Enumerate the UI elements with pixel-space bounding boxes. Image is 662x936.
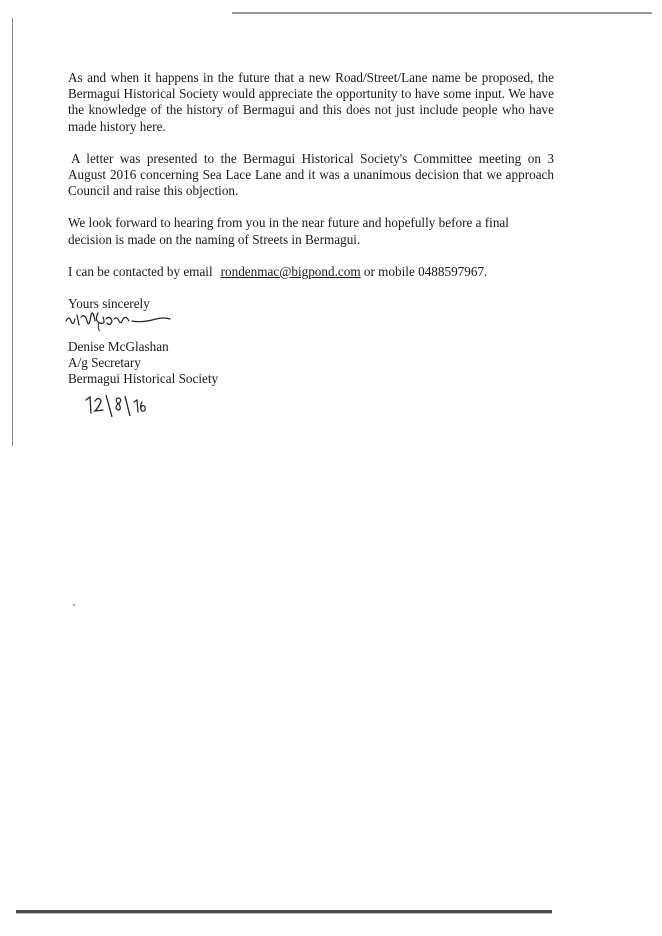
paragraph-look-forward: We look forward to hearing from you in the near future and hopefully before a final decision is made on the naming of Streets in Bermagui. [68, 215, 509, 247]
email-link[interactable]: rondenmac@bigpond.com [220, 263, 361, 279]
scan-border-bottom-shadow [16, 913, 552, 914]
signatory-title: A/g Secretary [68, 355, 141, 371]
signature-block [62, 307, 282, 418]
scan-speck [73, 604, 75, 606]
handwritten-signature [62, 307, 182, 335]
contact-mobile: or mobile 0488597967. [360, 263, 488, 279]
paragraph-committee-decision: A letter was presented to the Bermagui Historical Society's Committee meeting on 3 August 2016 concerning Sea Lace Lane and it was a unanimous decision that we approach Council and raise this objection. [68, 150, 554, 199]
scan-border-top [232, 12, 652, 14]
paragraph-input-request: As and when it happens in the future that a new Road/Street/Lane name be proposed, the Bermagui Historical Society would appreciate the opportunity to have some input. We have the knowledge of the history of Bermagui and this does not just include people who have made history here. [68, 70, 554, 134]
letter-body [68, 70, 554, 328]
contact-line [68, 264, 554, 280]
signatory-organisation: Bermagui Historical Society [68, 371, 219, 387]
handwritten-date [82, 392, 162, 418]
scan-border-left [12, 18, 13, 446]
contact-prefix: I can be contacted by email [68, 263, 213, 279]
closing-salutation: Yours sincerely [68, 296, 150, 312]
signatory-name: Denise McGlashan [68, 339, 169, 354]
